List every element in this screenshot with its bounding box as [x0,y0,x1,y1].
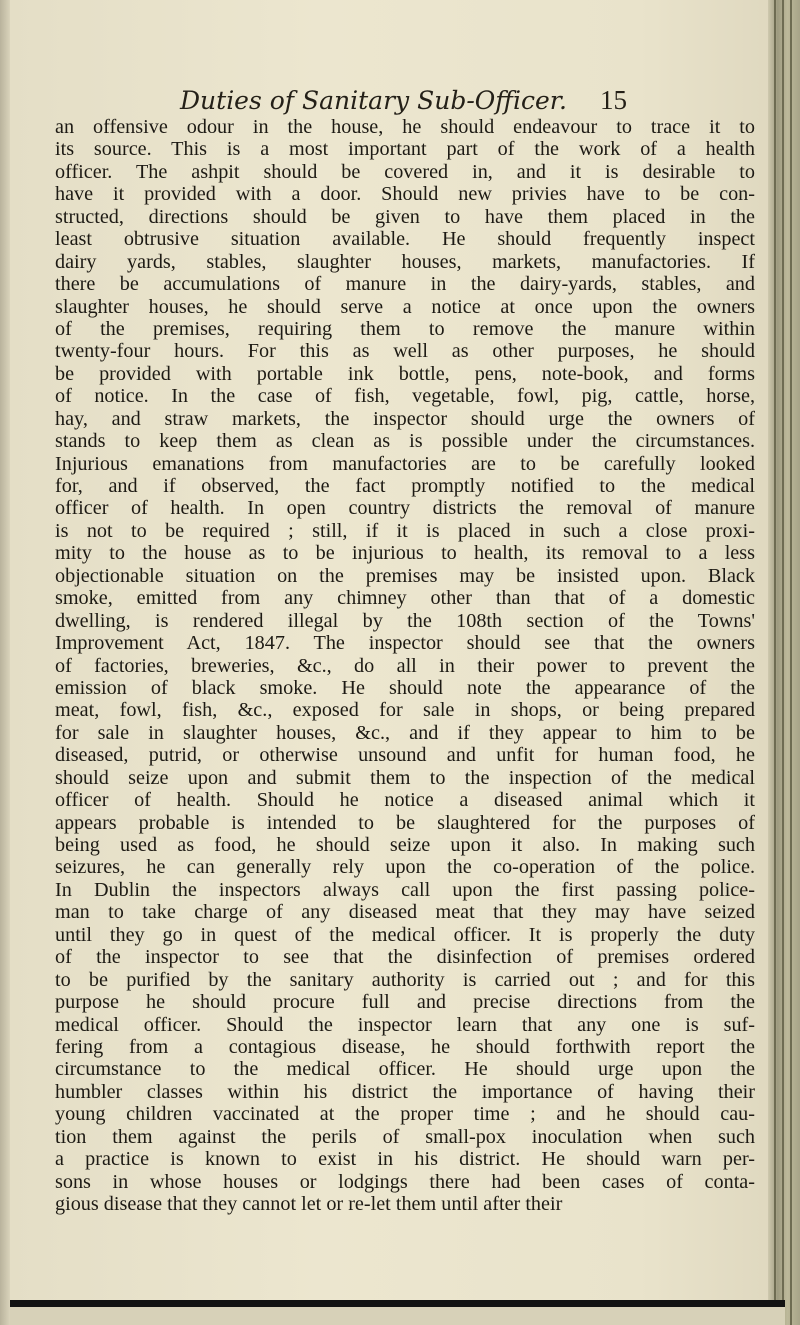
text-line: In Dublin the inspectors always call upon the first passing police- [55,878,755,901]
text-line: dwelling, is rendered illegal by the 108th section of the Towns' [55,609,755,632]
text-line: being used as food, he should seize upon it also. In making such [55,834,755,856]
text-line: to be purified by the sanitary authority is carried out ; and for this [55,968,755,991]
text-line: of the inspector to see that the disinfection of premises ordered [55,946,755,969]
text-line: of factories, breweries, &c., do all in their power to prevent the [55,654,755,677]
page-edge-fore-edge [768,0,800,1325]
text-line: circumstance to the medical officer. He should urge upon the [55,1058,755,1081]
text-line: is not to be required ; still, if it is placed in such a close proxi- [55,519,755,542]
text-line: until they go in quest of the medical officer. It is properly the duty [55,923,755,946]
text-line: officer. The ashpit should be covered in, and it is desirable to [55,160,755,183]
text-line: man to take charge of any diseased meat that they may have seized [55,901,755,924]
text-line: sons in whose houses or lodgings there had been cases of conta- [55,1170,755,1193]
text-line: medical officer. Should the inspector learn that any one is suf- [55,1013,755,1036]
text-line: diseased, putrid, or otherwise unsound and unfit for human food, he [55,744,755,767]
text-line: twenty-four hours. For this as well as other purposes, he should [55,340,755,363]
text-line: meat, fowl, fish, &c., exposed for sale in shops, or being prepared [55,699,755,722]
text-line: should seize upon and submit them to the inspection of the medical [55,766,755,789]
text-line: hay, and straw markets, the inspector should urge the owners of [55,407,755,430]
text-line: have it provided with a door. Should new privies have to be con- [55,183,755,206]
text-line: of the premises, requiring them to remove the manure within [55,317,755,340]
text-line: a practice is known to exist in his district. He should warn per- [55,1148,755,1171]
text-line: for, and if observed, the fact promptly notified to the medical [55,475,755,497]
text-line: dairy yards, stables, slaughter houses, markets, manufactories. If [55,250,755,273]
text-line: emission of black smoke. He should note the appearance of the [55,676,755,699]
body-text [55,116,755,1215]
bottom-edge-bar [10,1300,785,1307]
text-line: purpose he should procure full and precise directions from the [55,991,755,1014]
text-line: fering from a contagious disease, he should forthwith report the [55,1035,755,1058]
page-number: 15 [600,85,627,115]
text-line: seizures, he can generally rely upon the co-operation of the police. [55,856,755,879]
text-line: mity to the house as to be injurious to health, its removal to a less [55,542,755,565]
text-line: humbler classes within his district the importance of having their [55,1080,755,1103]
text-line: objectionable situation on the premises may be insisted upon. Black [55,564,755,587]
text-line: of notice. In the case of fish, vegetable, fowl, pig, cattle, horse, [55,385,755,408]
text-line: tion them against the perils of small-pox inoculation when such [55,1125,755,1148]
text-line: least obtrusive situation available. He should frequently inspect [55,228,755,251]
text-line: appears probable is intended to be slaughtered for the purposes of [55,811,755,834]
bottom-edge-margin [10,1307,785,1325]
text-line: stands to keep them as clean as is possible under the circumstances. [55,430,755,453]
text-line: structed, directions should be given to have them placed in the [55,205,755,228]
text-line: an offensive odour in the house, he should endeavour to trace it to [55,116,755,138]
text-line: there be accumulations of manure in the dairy-yards, stables, and [55,273,755,296]
text-line: officer of health. Should he notice a diseased animal which it [55,789,755,812]
text-line: gious disease that they cannot let or re-let them until after their [55,1193,563,1215]
text-line: slaughter houses, he should serve a notice at once upon the owners [55,295,755,318]
page-gutter-shadow [0,0,10,1325]
text-line: young children vaccinated at the proper time ; and he should cau- [55,1103,755,1126]
text-line: its source. This is a most important part of the work of a health [55,138,755,161]
text-line: Injurious emanations from manufactories are to be carefully looked [55,452,755,475]
text-line: Improvement Act, 1847. The inspector should see that the owners [55,632,755,655]
text-line: for sale in slaughter houses, &c., and if they appear to him to be [55,721,755,744]
text-line: smoke, emitted from any chimney other than that of a domestic [55,587,755,610]
text-line: be provided with portable ink bottle, pens, note-book, and forms [55,362,755,385]
running-head-title: Duties of Sanitary Sub-Officer. [180,86,567,115]
text-line: officer of health. In open country districts the removal of manure [55,497,755,520]
